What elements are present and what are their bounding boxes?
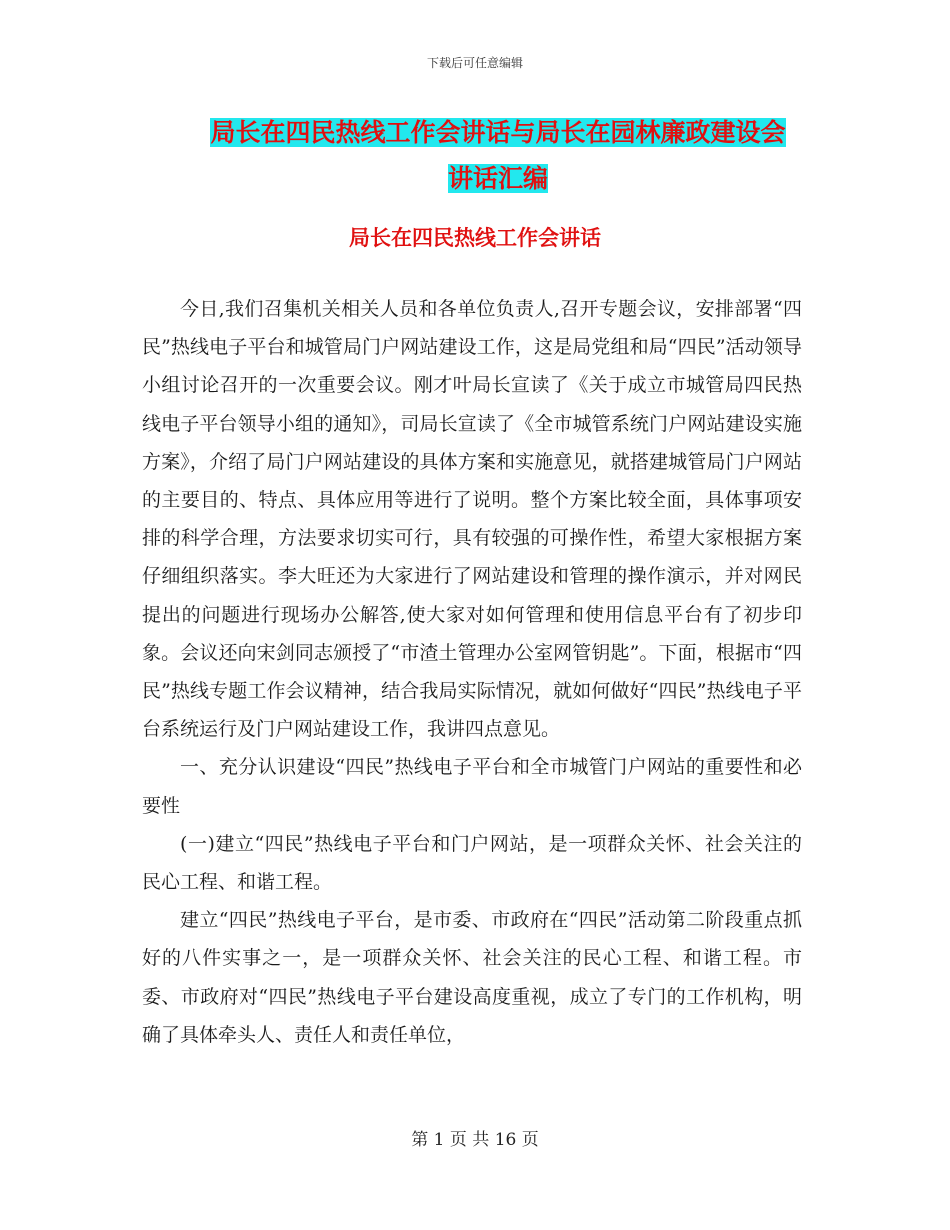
document-title [193,110,803,202]
header-note: 下载后可任意编辑 [426,56,523,70]
body-text [142,290,802,1054]
paragraph-subheading-1: (一)建立“四民”热线电子平台和门户网站，是一项群众关怀、社会关注的民心工程、和谐工程。 [142,832,802,894]
page-number: 第 1 页 共 16 页 [411,1130,539,1150]
paragraph-body: 建立“四民”热线电子平台，是市委、市政府在“四民”活动第二阶段重点抓好的八件实事之一，是一项群众关怀、社会关注的民心工程、和谐工程。市委、市政府对“四民”热线电子平台建设高度重视，成立了专门的工作机构，明确了具体牵头人、责任人和责任单位， [142,909,802,1046]
paragraph-intro: 今日,我们召集机关相关人员和各单位负责人,召开专题会议，安排部署“四民”热线电子平台和城管局门户网站建设工作，这是局党组和局“四民”活动领导小组讨论召开的一次重要会议。刚才叶局长宣读了《关于成立市城管局四民热线电子平台领导小组的通知》，司局长宣读了《全市城管系统门户网站建设实施方案》，介绍了局门户网站建设的具体方案和实施意见，就搭建城管局门户网站的主要目的、特点、具体应用等进行了说明。整个方案比较全面，具体事项安排的科学合理，方法要求切实可行，具有较强的可操作性，希望大家根据方案仔细组织落实。李大旺还为大家进行了网站建设和管理的操作演示，并对网民提出的问题进行现场办公解答,使大家对如何管理和使用信息平台有了初步印象。会议还向宋剑同志颁授了“市渣土管理办公室网管钥匙”。下面，根据市“四民”热线专题工作会议精神，结合我局实际情况，就如何做好“四民”热线电子平台系统运行及门户网站建设工作，我讲四点意见。 [142,298,802,741]
paragraph-heading-1: 一、充分认识建设“四民”热线电子平台和全市城管门户网站的重要性和必要性 [142,756,802,817]
document-title-line-2: 讲话汇编 [447,164,548,193]
document-title-line-1: 局长在四民热线工作会讲话与局长在园林廉政建设会 [210,118,786,147]
section-title: 局长在四民热线工作会讲话 [349,226,601,250]
